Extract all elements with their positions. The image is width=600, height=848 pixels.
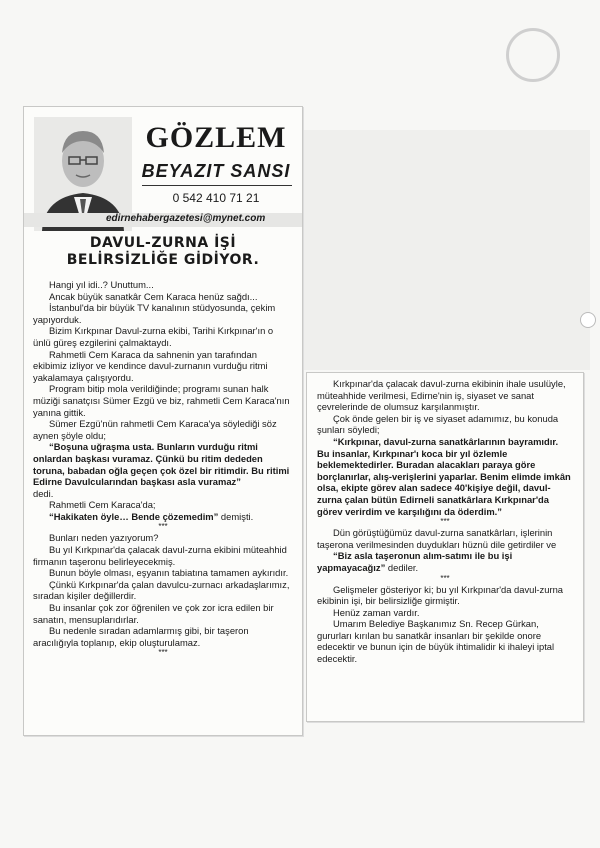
background-ghost-area (300, 130, 590, 370)
paragraph: Hangi yıl idi..? Unuttum... (49, 279, 154, 290)
quote-tail: demişti. (218, 510, 254, 522)
paragraph: Bu yıl Kırkpınar'da çalacak davul-zurna ekibini müteahhid firmanın taşeronu belirleyecekmiş. (33, 544, 287, 567)
column-title: GÖZLEM (145, 121, 287, 154)
author-name: BEYAZIT SANSI (141, 161, 291, 181)
paragraph: Bu nedenle sıradan adamlarmış gibi, bir taşeron aracılığıyla toplanıp, ekip oluşturulamaz. (33, 625, 249, 648)
quote-text: “Biz asla taşeronun alım-satımı ile bu işi yapmayacağız” (317, 550, 513, 573)
article-body-column-1 (24, 279, 302, 658)
paragraph: Ancak büyük sanatkâr Cem Karaca henüz sağdı... (49, 290, 258, 302)
quote-tail: dediler. (385, 561, 419, 573)
paragraph: Kırkpınar'da çalacak davul-zurna ekibinin ihale usulüyle, müteahhide verilmesi, Edirne'nin iş, siyaset ve sanat çevrelerinde de olumsuz karşılanmıştır. (317, 378, 566, 413)
headline-line-1: DAVUL-ZURNA İŞİ (89, 235, 237, 251)
section-separator: *** (440, 573, 450, 583)
article-clipping-left (23, 106, 303, 736)
paragraph (33, 511, 293, 523)
paragraph: Sümer Ezgü'nün rahmetli Cem Karaca'ya söylediği söz aynen şöyle oldu; (33, 418, 277, 441)
author-phone: 0 542 410 71 21 (172, 191, 260, 205)
quote-text: “Hakikaten öyle… Bende çözemedim” (49, 510, 219, 522)
paragraph: “Boşuna uğraşma usta. Bunların vurduğu ritmi onlardan başkası vuramaz. Çünkü bu ritim dededen toruna, babadan oğla geçen çok özel bir ritimdir. Bu ritimi Edirne Davulcularından başkası asla vuramaz” (33, 441, 290, 488)
article-clipping-right (306, 372, 584, 722)
paragraph: Rahmetli Cem Karaca da sahnenin yan tarafından ekibimiz izliyor ve kendince davul-zurnanın vurduğu ritmi yakalamaya çalışıyordu. (33, 348, 268, 383)
author-email: edirnehabergazetesi@mynet.com (106, 213, 266, 224)
paragraph: Çünkü Kırkpınar'da çalan davulcu-zurnacı arkadaşlarımız, sıradan kişiler değillerdir. (33, 578, 290, 602)
headline-line-2: BELİRSİZLİĞE GİDİYOR. (66, 252, 260, 268)
paragraph: “Kırkpınar, davul-zurna sanatkârlarının bayramıdır. Bu insanlar, Kırkpınar'ı koca bir yıl özlemle beklemektedirler. Buradan alacakları paraya göre borçlanırlar, alış-verişlerini yaparlar. Benim elimde imkân olsa, ekipte görev alan sadece 40'kişiye değil, davul-zurna çalan bütün Edirneli sanatkârlara Kırkpınar'da görev verirdim ve karşılığını da öderdim.” (317, 435, 571, 517)
paragraph: Gelişmeler gösteriyor ki; bu yıl Kırkpınar'da davul-zurna ekibinin işi, bir belirsizliğe girmiştir. (317, 583, 564, 607)
article-headline (30, 235, 296, 269)
paragraph (317, 550, 573, 573)
section-separator: *** (158, 522, 168, 532)
article-body-column-2 (307, 373, 583, 665)
paragraph: Program bitip mola verildiğinde; programı sunan halk müziği sanatçısı Sümer Ezgü ve biz, rahmetli Cem Karaca'nın yanına gittik. (33, 383, 290, 418)
paragraph: İstanbul'da bir büyük TV kanalının stüdyosunda, çekim yapıyorduk. (33, 302, 276, 325)
paragraph: Bunun böyle olması, eşyanın tabiatına tamamen aykırıdır. (49, 567, 289, 579)
punch-hole-icon (580, 312, 596, 328)
section-separator: *** (440, 517, 450, 527)
paragraph: Bu insanlar çok zor öğrenilen ve çok zor icra edilen bir sanatın, mensuplarıdırlar. (33, 602, 274, 625)
column-masthead (24, 107, 302, 227)
paragraph: Bizim Kırkpınar Davul-zurna ekibi, Tarihi Kırkpınar'ın o ünlü güreş ezgilerini çalmaktaydı. (33, 325, 274, 348)
section-separator: *** (158, 648, 168, 658)
author-divider (142, 185, 292, 186)
paragraph: Henüz zaman vardır. (333, 606, 420, 618)
background-municipal-logo-icon (506, 28, 560, 82)
paragraph: Bunları neden yazıyorum? (49, 532, 159, 544)
paragraph: Çok önde gelen bir iş ve siyaset adamımız, bu konuda şunları söyledi; (317, 412, 559, 436)
paragraph: Dün görüştüğümüz davul-zurna sanatkârları, işlerinin taşerona verilmesinden duydukları hüznü dile getirdiler ve (317, 527, 557, 550)
paragraph: Umarım Belediye Başkanımız Sn. Recep Gürkan, gururları kırılan bu sanatkâr insanları bir şekilde onore edecektir ve bunun için de büyük ihtimalidir ki ihaleyi iptal edecektir. (317, 618, 555, 665)
paragraph: dedi. (33, 487, 54, 499)
paragraph: Rahmetli Cem Karaca'da; (49, 499, 156, 511)
